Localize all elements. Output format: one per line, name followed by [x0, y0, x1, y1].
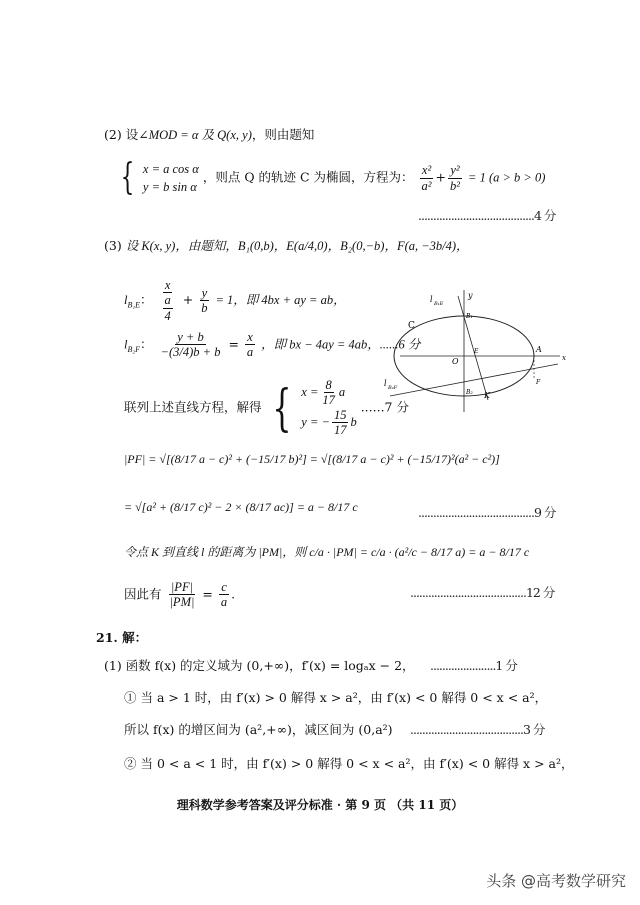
- conclude-score: .......................................12 分: [410, 585, 555, 600]
- sol-y-tail: b: [350, 414, 357, 429]
- l2-sub: B₂F: [127, 344, 141, 354]
- conclusion: [124, 580, 235, 610]
- solve-score: ......7 分: [360, 399, 409, 415]
- eq-tail: = 1 (a > b > 0): [468, 170, 546, 185]
- conclude-rnum: c: [221, 580, 227, 594]
- l1-x: x: [164, 278, 171, 292]
- l2-eq: =: [228, 336, 239, 352]
- l1-label: l: [124, 293, 128, 308]
- eq-x2: x²: [421, 163, 432, 178]
- pf-score: .......................................9 分: [418, 505, 556, 520]
- l1-y: y: [201, 285, 208, 300]
- system-line-1: x = a cos α: [142, 162, 199, 176]
- part2-label: (2): [104, 127, 122, 142]
- q21-case1-result: 所以 f(x) 的增区间为 (a²,+∞)，减区间为 (0,a²): [124, 722, 393, 737]
- part2-text: ，则点 Q 的轨迹 C 为椭圆，方程为：: [202, 169, 414, 185]
- part3-intro: [104, 238, 469, 255]
- fig-label-l1: l: [430, 295, 433, 304]
- watermark: 头条 @高考数学研究: [486, 872, 626, 890]
- fig-label-b1: B₁: [466, 313, 473, 320]
- line-b2f: $l_{B_2F}$： $\frac{y + b}{-(3/4)b + b}$ = $\frac{x}{a}$ ，即 bx − 4ay = 4ab，......6 分: [124, 330, 421, 360]
- left-brace: {: [120, 157, 135, 199]
- eq-a2: a²: [421, 178, 432, 193]
- sol-y: [301, 408, 356, 438]
- pf-line-1: |PF| = √[(8/17 a − c)² + (−15/17 b)²] = √[(8/17 a − c)² + (−15/17)²(a² − c²)]: [124, 452, 500, 466]
- l1-a: a: [164, 293, 171, 308]
- l1-b: b: [201, 301, 208, 316]
- line-b1e-svg: [458, 296, 488, 400]
- sol-y-num: 15: [333, 407, 347, 422]
- l2-tail: ，即 bx − 4ay = 4ab，......6 分: [261, 337, 421, 352]
- part2-intro-a: 设∠: [125, 127, 149, 142]
- fig-label-x: x: [562, 354, 566, 362]
- line-b2f-svg: [390, 364, 558, 396]
- solve-brace: {: [271, 378, 291, 437]
- q21-case1-score: ......................................3 分: [410, 722, 545, 737]
- solve-system: [124, 378, 409, 438]
- eq-b2: b²: [450, 178, 461, 193]
- part2-score: .......................................4 分: [418, 208, 556, 223]
- q21-case2: ② 当 0 < a < 1 时，由 f′(x) > 0 解得 0 < x < a²，由 f′(x) < 0 解得 x > a²，: [124, 756, 574, 771]
- fig-label-b2: B₂: [466, 389, 473, 396]
- solve-text: 联列上述直线方程，解得: [124, 399, 262, 415]
- dist-line: 令点 K 到直线 l 的距离为 |PM|，则 c/a · |PM| = c/a · (a²/c − 8/17 a) = a − 8/17 c: [124, 545, 530, 559]
- l1-plus: +: [182, 292, 194, 308]
- line-b1e: $l_{B_1E}$： $\frac{x}{\frac{a}{4}}$ + $\frac{y}{b}$ = 1，即 4bx + ay = ab，: [124, 278, 346, 323]
- fig-label-a: A: [536, 345, 542, 354]
- l2-den: −(3/4)b + b: [160, 345, 221, 360]
- l1-sub: B₁E: [127, 300, 141, 310]
- q21-part1-score: ......................1 分: [430, 658, 517, 673]
- part2-intro-e: ，则由题知: [251, 127, 315, 142]
- fig-label-y: y: [468, 291, 473, 300]
- l2-rhs-x: x: [247, 330, 253, 344]
- page-footer: 理科数学参考答案及评分标准 · 第 9 页 （共 11 页）: [176, 798, 464, 812]
- ellipse-figure: [380, 288, 580, 418]
- sol-y-den: 17: [333, 423, 347, 438]
- l1-tail: = 1，即 4bx + ay = ab，: [215, 293, 346, 308]
- part2-system: { x = a cos α y = b sin α ，则点 Q 的轨迹 C 为椭圆，方程为： $\frac{\text{x²}}{\text{a²}}$ + $\frac{\text{y²}}{\text{b²}}$ = 1 (a > b > 0): [120, 157, 546, 199]
- part2-intro-c: = α 及: [177, 128, 218, 142]
- fig-label-l2: l: [384, 379, 387, 388]
- sol-x-lhs: x =: [301, 384, 319, 399]
- conclude-num: |PF|: [170, 580, 194, 594]
- conclude-eq: =: [202, 586, 213, 602]
- l2-rhs-a: a: [246, 345, 254, 360]
- fig-label-k: K: [484, 391, 490, 400]
- part2-intro: [104, 127, 314, 144]
- sol-y-lhs: y = −: [301, 414, 330, 429]
- part2-angle-name: MOD: [148, 128, 178, 142]
- sol-x-den: 17: [322, 393, 335, 408]
- sol-x-tail: a: [338, 384, 346, 399]
- fig-label-l2-sub: B₂F: [388, 385, 398, 391]
- fig-label-o: O: [452, 357, 459, 366]
- system-line-2: y = b sin α: [142, 180, 197, 195]
- l2-label: l: [124, 337, 128, 352]
- pf-line-2: = √[a² + (8/17 c)² − 2 × (8/17 ac)] = a − 8/17 c: [124, 500, 358, 514]
- sol-x: [301, 378, 356, 408]
- part3-intro-text: 设 K(x, y)，由题知，B₁(0,b)，E(a/4,0)，B₂(0,−b)，F(a, −3b/4)，: [125, 239, 469, 253]
- conclude-den: |PM|: [169, 595, 195, 610]
- fig-label-l1-sub: B₁E: [434, 301, 444, 307]
- q21-title: 21. 解：: [96, 630, 148, 645]
- conclude-rden: a: [220, 595, 228, 610]
- fig-label-f: F: [536, 379, 541, 386]
- part3-label: (3): [104, 238, 122, 253]
- conclude-text: 因此有: [124, 586, 162, 602]
- conclude-end: .: [231, 586, 236, 602]
- l1-4: 4: [164, 308, 171, 323]
- part2-point-q: Q(x, y): [217, 128, 252, 142]
- q21-case1: ① 当 a > 1 时，由 f′(x) > 0 解得 x > a²，由 f′(x) < 0 解得 0 < x < a²，: [124, 690, 548, 705]
- l2-num: y + b: [177, 330, 204, 344]
- sol-x-num: 8: [325, 378, 332, 392]
- fig-label-e: E: [474, 348, 479, 355]
- q21-part1: (1) 函数 f(x) 的定义域为 (0,+∞)，f′(x) = logₐx − 2，: [104, 658, 415, 673]
- fig-label-c: C: [408, 321, 415, 331]
- eq-y2: y²: [450, 163, 460, 178]
